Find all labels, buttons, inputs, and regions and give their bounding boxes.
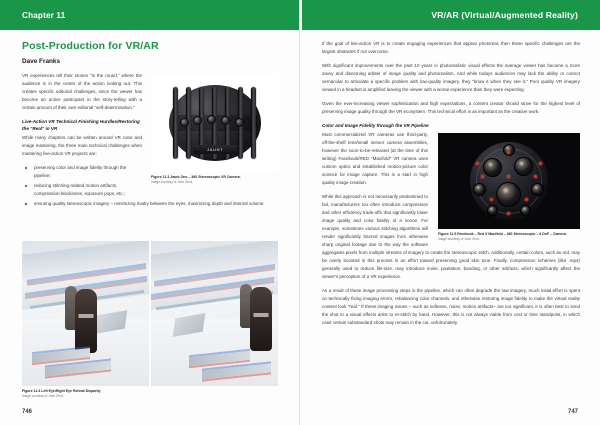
- right-eye-image: [151, 241, 278, 386]
- figure-jaunt-credit: Image courtesy of John Grod.: [151, 180, 193, 185]
- challenges-list: [22, 164, 279, 208]
- list-item: ensuring quality stereoscopic imagery – minimizing rivalry between the eyes, maximizing depth and internal volume.: [22, 200, 279, 208]
- page-number-left: 746: [22, 409, 33, 415]
- manifold-sphere-icon: [470, 142, 548, 220]
- author-byline: Dave Franks: [22, 58, 61, 65]
- left-page-footer: [0, 399, 299, 425]
- right-page-header: [300, 0, 600, 30]
- right-paragraph-6: As a result of these image processing steps in the pipeline, which can often degrade the raw imagery, much initial effort is spent on technically fixing imaging errors, rebalancing color channels, and otherwise restoring image fidelity to make the virtual reality content look "real." If these imaging issues – such as softness, noise, motion artifacts– are too significant, it is often best to send the shot to a visual effects artist to re-stitch by hand. However, this is not always viable from cost or time standpoint, in which case certain substandard shots may remain in the cut, unfortunately.: [322, 288, 580, 326]
- page-number-right: 747: [567, 409, 578, 415]
- right-paragraph-1: If the goal of live-action VR is to create engaging experiences that appear photoreal, then these specific challenges are the largest obstacles if not overcome.: [322, 41, 580, 54]
- list-item: reducing stitching-related motion artifacts, compression-blockiness, exposure pops, etc.;: [22, 182, 279, 198]
- chapter-label: Chapter 11: [22, 10, 66, 20]
- figure-stereo-caption: Figure 11.4 Left Eye/Right Eye Retinal Disparity Image courtesy of John Grod.: [22, 389, 278, 399]
- jaunt-camera-photo: [151, 74, 279, 172]
- left-page-body: [0, 30, 299, 399]
- left-subhead: Live-Action VR Technical Finishing Hurdles/Restoring the "Real" in VR: [22, 119, 140, 132]
- header-divider: [300, 0, 302, 30]
- figure-stereo-credit: Image courtesy of John Grod.: [22, 394, 64, 399]
- right-paragraph-5: While this approach is not necessarily predestined to fail, manufacturers too often introduce compression and other efficiency trade-offs that significantly lower image quality and color fidelity of a scene. For example, sometimes various stitching algorithms will render significantly blurred images from otherwise sharp original footage due to the way the software aggregates pixels from multiple streams of imagery to create the stereoscopic stitch. Additionally, certain colors, such as red, may be overly boosted in this process in an effort toward preserving good skin tone. Finally, compression schemes (like .mp4) generally used to reduce file-size, may introduce noise, pixelation, banding, or other artifacts, which significantly affect the viewer's perception of a VR experience.: [322, 194, 580, 280]
- list-item: preserving color and image fidelity through the pipeline;: [22, 164, 279, 180]
- page-title: Post-Production for VR/AR: [22, 40, 159, 52]
- right-subhead: Color and Image Fidelity through the VR Pipeline: [322, 123, 429, 128]
- left-page-header: [0, 0, 299, 30]
- figure-manifold-credit: Image courtesy of John Grod.: [438, 237, 480, 242]
- figure-manifold-camera: [438, 133, 580, 242]
- right-page-body: [300, 30, 600, 399]
- right-paragraph-2: With significant improvements over the past 10 years in photorealistic visual effects the average viewer has become a more savvy and discerning arbiter of image quality and photorealism. And while todays audiences may lack the ability or correct vernacular to articulate a specific problem with low-quality imagery, they "know it when they see it." Poor quality VR imagery viewed in a headset is amplified leaving the viewer with a worse experience than they were expecting.: [322, 63, 580, 92]
- intro-paragraph: VR experiences tell their stories "in the round," where the audience is in the center of the action looking out. This creates specific editorial challenges, since the viewer has become an active participant in the story-telling with a certain amount of their own editorial "self-determination.": [22, 73, 142, 110]
- left-eye-image: [22, 241, 149, 386]
- jaunt-logo: JAUNT: [206, 147, 224, 152]
- right-page: [300, 0, 600, 425]
- right-paragraph-3: Given the ever-increasing viewer sophistication and high expectations, a content creator should strive for the highest level of preserving image quality through the VR ecosystem. This technical effort is as important as the creative work.: [322, 101, 580, 114]
- figure-manifold-caption: Figure 11.5 Facebook – Red X Manifold – 360 Stereoscopic – 6 DoF – Camera. Image courtesy of John Grod.: [438, 232, 580, 242]
- camera-body-icon: [169, 85, 261, 161]
- stereo-image-pair: [22, 241, 278, 386]
- right-page-footer: [300, 399, 600, 425]
- figure-jaunt-caption: Figure 11.3 Jaunt One – 360 Stereoscopic VR Camera. Image courtesy of John Grod.: [151, 175, 279, 185]
- manifold-camera-photo: [438, 133, 580, 229]
- section-label: VR/AR (Virtual/Augmented Reality): [431, 10, 578, 20]
- right-paragraph-4: Most commercialized VR cameras use third-party, off-the-shelf lens/small sensor camera assemblies, however the soon-to-be-released (at the time of this writing) Facebook/RED "Manifold" VR camera uses custom optics and established motion-picture color science for image capture. This is a start in high quality image creation.: [322, 132, 428, 186]
- left-paragraph-2: While many chapters can be written around VR color and image mastering, the three main technical challenges when mastering live-action VR projects are:: [22, 135, 142, 157]
- figure-stereo-disparity: [22, 241, 278, 399]
